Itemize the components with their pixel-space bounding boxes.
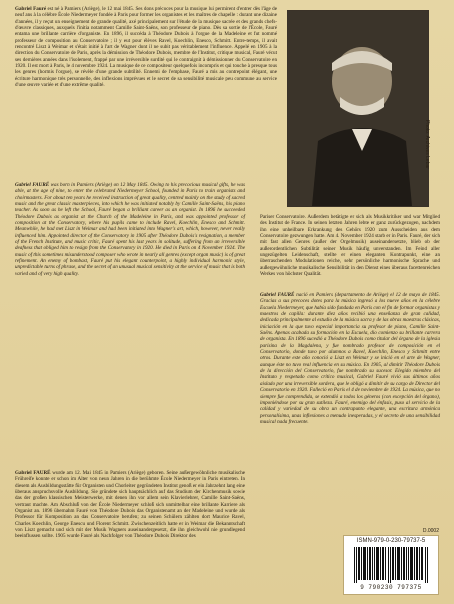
spanish-text: nació en Pamiers (departamento de Ariège) el 12 de mayo de 1845. Gracias a sus precoces dotes para la música ingresó a los nueve años en la célebre Escuela Niedermeyer, que había sido fundada en París con el fin de formar organistas y maestros de capilla: durante diez años recibió una enseñanza de gran calidad, dedicada principalmente al estudio de la música sacra y de las obras maestras clásicas, iniciación en la que tuvo especial importancia su profesor de piano, Camille Saint-Saëns. Apenas acabada su formación en la Escuela, dio comienzo su brillante carrera de organista. En 1896 sucedió a Théodore Dubois como titular del órgano de la iglesia parisina de la Magdalena, y fue nombrado profesor de composición en el Conservatorio, donde tuvo por alumnos a Ravel, Koechlin, Enesco y Schmitt entre otros. Durante este año conoció a Liszt en Weimar y se inició en el arte de Wagner, aunque éste no tuvo real influencia en su música. En 1905, al dimitir Théodore Dubois de la dirección del Conservatorio, fue nombrado su sucesor. Elegido miembro del Instituto y respetado como crítico musical, Gabriel Fauré vivió sus últimos años aislado por una irreversible sordera, que le obligó a dimitir de su cargo de Director del Conservatorio en 1920. Falleció en París el 4 de noviembre de 1924. La música, que no siempre fue comprendida, se extendió a todos los géneros (con excepción del órgano), imponiéndose por su gran sutileza. Fauré, enemigo del énfasis, puso al servicio de la calidad y variedad de su obra un contrapunto elegante, una escritura armónica personalísima, unas inflexiones a menudo inesperadas, y el secreto de una sensibilidad musical nada frecuente. <box>260 292 440 425</box>
spanish-lead: Gabriel FAURÉ <box>260 292 295 298</box>
english-lead: Gabriel FAURÉ <box>15 182 50 188</box>
german-text: wurde am 12. Mai 1845 in Pamiers (Ariège) geboren. Seine außergewöhnliche musikalische Frühreife konnte er schon im Alter von neun Jahren in die berühmte École Niedermeyer in Paris eintreten. In diesem als Ausbildungsstätte für Organisten und Chorleiter gegründeten Institut genoß er ein Jahrzehnt lang eine überaus anspruchsvolle Ausbildung. Sie gründete sich hauptsächlich auf das Studium der Kirchenmusik sowie das der großen klassischen Meisterwerke, mit denen ihn vor allem sein Klavierlehrer, Camille Saint-Saëns, vertraut machte. Am Abschluß von der École Niedermeyer schloß sich unmittelbar eine brillante Karriere als Organist an. 1896 übernahm Fauré von Théodore Dubois das Organistenamt an der Madeleine und wurde als Professor für Komposition an das Conservatoire berufen; zu seinen Schülern zählten dort Maurice Ravel, Charles Koechlin, George Enescu und Florent Schmitt. Zwischenzeitlich hatte er in Weimar die Bekanntschaft von Liszt gemacht und sich mit der Musik Wagners auseinandergesetzt, die ihn gleichwohl nie grundlegend beeinflussen sollte. 1905 wurde Fauré als Nachfolger von Théodore Dubois Direktor des <box>15 470 246 540</box>
english-text: was born in Pamiers (Ariège) on 12 May 1845. Owing to his precocious musical gifts, he was able, at the age of nine, to enter the celebrated Niedermeyer School, founded in Paris to train organists and choirmasters. For about ten years he received instruction of great quality, centred mainly on the study of sacred music and the great classic masterpieces, into which he was initiated notably by Camille Saint-Saëns, his piano teacher. As soon as he left the School, Fauré began a brilliant career as an organist. In 1896 he succeeded Théodore Dubois as organist at the Church of the Madeleine in Paris, and was appointed professor of composition at the Conservatory, where his pupils came to include Ravel, Koechlin, Enesco and Schmitt. Meanwhile, he had met Liszt in Weimar and had been initiated into Wagner's art, which, however, never really influenced him. Appointed director of the Conservatory in 1905 after Théodore Dubois's resignation, a member of the French Institute, and music critic, Fauré spent his last years in solitude, suffering from an irreversible deafness that obliged him to resign from the Conservatory in 1920. He died in Paris on 4 November 1924. The music of this sometimes misunderstood composer who wrote in nearly all genres (except organ music) is of great refinement. An enemy of bombast, Fauré put his elegant counterpoint, a highly individual harmonic style, unpredictable turns of phrase, and the secret of an unusual musical sensitivity at the service of music that is both varied and of very high quality. <box>15 182 245 277</box>
german-biography-continued <box>260 214 440 277</box>
german-lead: Gabriel FAURÉ <box>15 470 51 476</box>
barcode-number: 9 790230 797375 <box>360 584 422 591</box>
french-text: est né à Pamiers (Ariège), le 12 mai 1845. Ses dons précoces pour la musique lui permirent d'entrer dès l'âge de neuf ans à la célèbre École Niedermeyer fondée à Paris pour former les organistes et les maîtres de chapelle : durant une dizaine d'années, il y reçut un enseignement de grande qualité, axé principalement sur l'étude de la musique sacrée et des grands chefs-d'œuvre classiques, auxquels l'initia notamment Camille Saint-Saëns, son professeur de piano. Dès sa sortie de l'École, Fauré entama une brillante carrière d'organiste. En 1896, il succéda à Théodore Dubois à l'orgue de la Madeleine et fut nommé professeur de composition au Conservatoire ; il y eut pour élèves Ravel, Koechlin, Enesco, Schmitt. Entre-temps, il avait rencontré Liszt à Weimar et s'était initié à l'art de Wagner dont il ne subit pas véritablement l'influence. Appelé en 1905 à la direction du Conservatoire de Paris, après la démission de Théodore Dubois, membre de l'Institut, critique musical, Fauré vécut ses dernières années dans l'isolement, frappé par une irréversible surdité qui le contraignit à démissionner du Conservatoire en 1920. Il est mort à Paris, le 4 novembre 1924. La musique de ce compositeur quelquefois incompris et qui touche à presque tous les genres (hormis l'orgue), se révèle d'une grande subtilité. Ennemi de l'emphase, Fauré a mis au contrepoint élégant, une écriture harmonique très personnelle, des inflexions imprévues et le secret de sa sensibilité musicale peu commune au service d'une œuvre variée et d'une extrême qualité. <box>15 6 277 89</box>
photo-credit: Photo: Archives Lebar <box>424 120 430 169</box>
composer-portrait-photo <box>287 10 429 207</box>
german-biography <box>15 470 245 540</box>
catalog-code: D.0002 <box>422 528 439 534</box>
barcode-icon <box>354 547 428 583</box>
german-cont-text: Pariser Conservatoire. Außerdem betätigte er sich als Musikkritiker und war Mitglied des Institut de France. In seinen letzten Jahren lebte er ganz zurückgezogen, nachdem ihn eine unheilbare Erkrankung des Gehörs 1920 zum Ausscheiden aus dem Conservatoire gezwungen hatte. Am 4. November 1924 starb er in Paris. Fauré, der sich mit fast allen Genres (außer der Orgelmusik) auseinandersetzte, blieb ob der außerordentlichen Subtilität seiner Musik häufig unverstanden. Im Feind aller ungezügelten Leidenschaft, stellte er einen eleganten Kontrapunkt, eine an überraschenden Modulationen reiche, sehr persönliche harmonische Sprache und außergewöhnliche musikalische Sensibilität in den Dienst eines überaus facettenreichen Werkes von höchster Qualität. <box>260 214 440 278</box>
english-biography <box>15 182 245 277</box>
ismn-number: ISMN-979-0-230-79737-5 <box>356 538 426 544</box>
french-biography <box>15 6 277 88</box>
spanish-biography <box>260 292 440 425</box>
barcode-box <box>343 535 439 595</box>
french-lead: Gabriel Fauré <box>15 6 47 12</box>
